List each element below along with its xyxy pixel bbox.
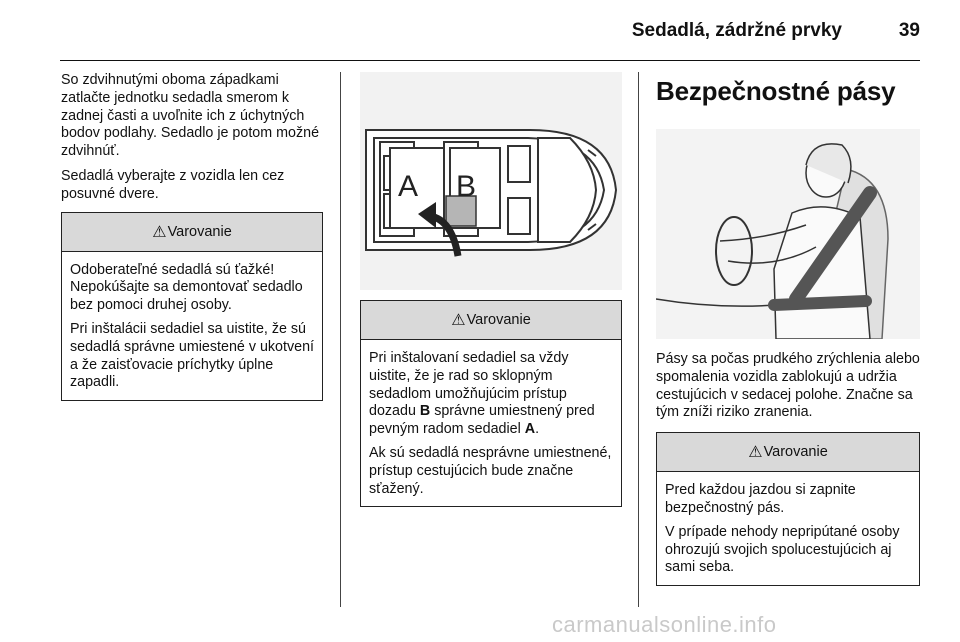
page-number: 39	[898, 20, 920, 41]
bold-label-a: A	[524, 421, 536, 438]
driver-seatbelt-figure	[656, 129, 920, 339]
warning-triangle-icon: ⚠	[152, 223, 167, 241]
warning-triangle-icon: ⚠	[748, 444, 763, 462]
col3-paragraph: Pásy sa počas prudkého zrýchlenia alebo spomalenia vozidla zablokujú a udržia cestujúcich v sedacej polohe. Značne sa tým zníži riziko zranenia.	[656, 351, 920, 421]
warning-header	[657, 433, 919, 472]
seat-layout-illustration	[360, 72, 622, 290]
warning-triangle-icon: ⚠	[451, 312, 466, 329]
warning-title: Varovanie	[167, 223, 232, 240]
warning-paragraph-1	[369, 350, 613, 439]
warning-text-part: správne umiestnený pred pevným radom sedadiel	[369, 403, 595, 438]
col1-paragraph-1: So zdvihnutými oboma západkami zatlačte jednotku sedadla smerom k zadnej časti a uvoľnite ich z úchytných bodov podlahy. Sedadlo je potom možné zdvihnúť.	[61, 72, 320, 160]
site-watermark: carmanualsonline.info	[552, 612, 777, 637]
van-top-view-diagram	[360, 72, 622, 290]
warning-paragraph-2: V prípade nehody nepripútané osoby ohrozujú svojich spolucestujúcich aj sami seba.	[665, 523, 900, 576]
warning-box-seat-order	[360, 300, 622, 507]
warning-paragraph-2: Pri inštalácii sedadiel sa uistite, že sú sedadlá správne umiestené v ukotvení a že zaisťovacie príchytky úplne zapadli.	[70, 320, 314, 391]
header-rule	[60, 60, 920, 61]
warning-paragraph-1: Pred každou jazdou si zapnite bezpečnostný pás.	[665, 482, 856, 516]
warning-paragraph-2: Ak sú sedadlá nesprávne umiestnené, prístup cestujúcich bude značne sťažený.	[369, 444, 612, 497]
warning-body	[361, 340, 621, 506]
section-heading: Bezpečnostné pásy	[656, 76, 896, 106]
column-3	[656, 72, 920, 586]
column-2	[360, 72, 622, 507]
warning-box-seats-heavy	[61, 212, 323, 402]
warning-body	[657, 472, 919, 585]
warning-paragraph-1: Odoberateľné sedadlá sú ťažké! Nepokúšajte sa demontovať sedadlo bez pomoci druhej osoby.	[70, 261, 303, 314]
label-a: A	[398, 170, 419, 203]
lap-belt-shape	[774, 301, 866, 305]
page-header	[0, 0, 960, 62]
warning-header	[62, 213, 322, 252]
warning-body	[62, 252, 322, 401]
seatbelt-illustration	[656, 129, 920, 339]
header-title: Sedadlá, zádržné prvky	[631, 20, 842, 41]
warning-header	[361, 301, 621, 340]
column-divider-2	[638, 72, 639, 607]
column-1	[61, 72, 323, 401]
label-b: B	[456, 170, 477, 203]
warning-box-seatbelt	[656, 432, 920, 586]
column-divider-1	[340, 72, 341, 607]
warning-title: Varovanie	[763, 444, 828, 461]
warning-text-part: Pri inštalovaní sedadiel sa vždy uistite, že je rad so sklopným sedadlom umožňujúcim prístup dozadu	[369, 350, 569, 420]
col1-paragraph-2: Sedadlá vyberajte z vozidla len cez posuvné dvere.	[61, 167, 285, 202]
warning-title: Varovanie	[466, 312, 531, 328]
warning-text-part: .	[535, 421, 540, 438]
bold-label-b: B	[419, 403, 431, 420]
